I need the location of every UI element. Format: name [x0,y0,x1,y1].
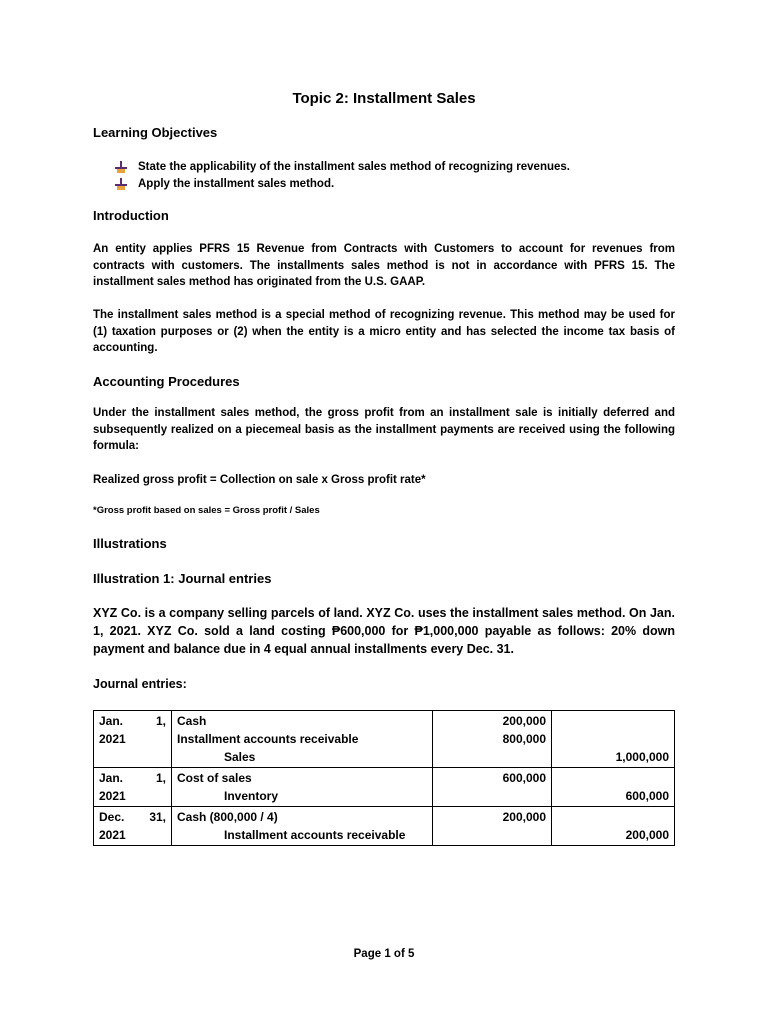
objective-text: Apply the installment sales method. [138,177,335,190]
debit-amount [438,748,546,766]
account-line: Sales [224,750,256,764]
entry-date-month: Dec. [99,810,125,824]
account-line: Cost of sales [177,771,252,785]
bullet-icon [114,161,128,173]
bullet-icon [114,178,128,190]
entry-date-year: 2021 [99,732,126,746]
introduction-heading: Introduction [93,208,169,223]
formula-note: *Gross profit based on sales = Gross profit / Sales [93,505,320,516]
credit-amount [557,808,669,826]
account-line: Cash (800,000 / 4) [177,810,278,824]
debit-amount: 200,000 [502,810,546,824]
entry-date-day: 1, [155,771,166,785]
learning-objectives-heading: Learning Objectives [93,125,218,140]
debit-amount: 800,000 [502,732,546,746]
entry-accounts [172,711,433,768]
debit-amount: 200,000 [502,714,546,728]
entry-date-day: 1, [155,714,166,728]
entry-date [94,807,172,846]
account-line: Inventory [224,789,279,803]
debit-amount: 600,000 [502,771,546,785]
credit-amount: 200,000 [625,828,669,842]
entry-date-month: Jan. [99,714,124,728]
page-footer: Page 1 of 5 [353,948,415,960]
journal-entry-row [94,807,675,846]
objective-item [114,159,570,176]
entry-date-year: 2021 [99,828,126,842]
page-title: Topic 2: Installment Sales [292,90,476,107]
entry-date [94,711,172,768]
entry-debits [433,807,552,846]
formula-text: Realized gross profit = Collection on sale x Gross profit rate* [93,474,426,486]
entry-accounts [172,768,433,807]
illustration-1-heading: Illustration 1: Journal entries [93,571,272,586]
entry-date [94,768,172,807]
entry-credits [552,711,675,768]
credit-amount: 1,000,000 [615,750,669,764]
journal-entry-row [94,711,675,768]
journal-entry-row [94,768,675,807]
account-line: Installment accounts receivable [177,732,359,746]
entry-credits [552,807,675,846]
credit-amount [557,712,669,730]
entry-accounts [172,807,433,846]
credit-amount [557,730,669,748]
illustrations-heading: Illustrations [93,536,167,551]
account-line: Installment accounts receivable [224,828,406,842]
entry-debits [433,768,552,807]
introduction-paragraph-2: The installment sales method is a special method of recognizing revenue. This method may be used for (1) taxation purposes or (2) when the entity is a micro entity and has selected the income tax basis of accounting. [93,309,675,354]
account-line: Cash [177,714,207,728]
objective-item [114,176,570,193]
journal-entries-label: Journal entries: [93,677,187,691]
entry-date-month: Jan. [99,771,124,785]
debit-amount [438,787,546,805]
entry-date-day: 31, [149,810,166,824]
entry-date-year: 2021 [99,789,126,803]
entry-credits [552,768,675,807]
journal-entries-table [93,710,675,846]
introduction-paragraph-1: An entity applies PFRS 15 Revenue from Contracts with Customers to account for revenues from contracts with customers. The installments sales method is not in accordance with PFRS 15. The installment sales method has originated from the U.S. GAAP. [93,243,675,288]
objectives-list [114,159,570,192]
accounting-procedures-heading: Accounting Procedures [93,374,240,389]
objective-text: State the applicability of the installment sales method of recognizing revenues. [138,161,570,173]
debit-amount [438,826,546,844]
entry-debits [433,711,552,768]
credit-amount: 600,000 [625,789,669,803]
illustration-paragraph: XYZ Co. is a company selling parcels of land. XYZ Co. uses the installment sales method. On Jan. 1, 2021. XYZ Co. sold a land costing ₱600,000 for ₱1,000,000 payable as follows: 20% down payment and balance due in 4 equal annual installments every Dec. 31. [93,606,675,656]
credit-amount [557,769,669,787]
accounting-procedures-paragraph: Under the installment sales method, the gross profit from an installment sale is initially deferred and subsequently realized on a piecemeal basis as the installment payments are received using the following formula: [93,407,675,452]
